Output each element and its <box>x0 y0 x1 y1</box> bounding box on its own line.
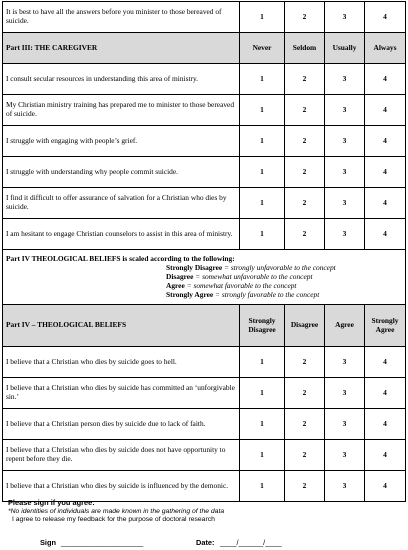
score-2: 2 <box>285 188 325 219</box>
release-statement: I agree to release my feedback for the purpose of doctoral research <box>12 516 215 524</box>
score-4: 4 <box>365 188 406 219</box>
score-4: 4 <box>365 126 406 157</box>
score-3: 3 <box>325 440 365 471</box>
score-1: 1 <box>240 64 285 95</box>
scale-definition: = strongly favorable to the concept <box>215 289 320 299</box>
statement-cell: I consult secular resources in understanding this area of ministry. <box>3 64 240 95</box>
score-1: 1 <box>240 440 285 471</box>
score-4: 4 <box>365 347 406 378</box>
statement-cell: I believe that a Christian who dies by suicide does not have opportunity to repent before they die. <box>3 440 240 471</box>
column-seldom: Seldom <box>285 33 325 64</box>
table-row <box>3 347 406 378</box>
date-label: Date: <box>196 538 215 547</box>
score-1: 1 <box>240 409 285 440</box>
consent-section <box>8 499 403 524</box>
statement-cell: I believe that a Christian who dies by suicide goes to hell. <box>3 347 240 378</box>
scale-term: Strongly Disagree <box>166 263 223 272</box>
score-2: 2 <box>285 95 325 126</box>
part3-header-row <box>3 33 406 64</box>
score-4: 4 <box>365 95 406 126</box>
survey-table <box>2 1 406 502</box>
table-row <box>3 157 406 188</box>
score-1: 1 <box>240 2 285 33</box>
score-4: 4 <box>365 219 406 250</box>
privacy-note: *No identities of individuals are made known in the gathering of the data <box>8 507 225 515</box>
table-row <box>3 471 406 502</box>
score-1: 1 <box>240 157 285 188</box>
score-3: 3 <box>325 188 365 219</box>
table-row <box>3 64 406 95</box>
score-4: 4 <box>365 440 406 471</box>
table-row <box>3 126 406 157</box>
scale-term: Agree <box>166 280 185 290</box>
scale-row <box>3 250 406 305</box>
table-row <box>3 188 406 219</box>
part3-title: Part III: THE CAREGIVER <box>3 33 240 64</box>
score-2: 2 <box>285 2 325 33</box>
score-2: 2 <box>285 409 325 440</box>
statement-cell: I believe that a Christian person dies by suicide due to lack of faith. <box>3 409 240 440</box>
scale-legend <box>3 250 406 305</box>
consent-title: Please sign if you agree: <box>8 498 95 507</box>
column-disagree: Disagree <box>285 305 325 347</box>
score-4: 4 <box>365 471 406 502</box>
score-4: 4 <box>365 157 406 188</box>
statement-cell: I believe that a Christian who dies by suicide has committed an ‘unforgivable sin.’ <box>3 378 240 409</box>
score-2: 2 <box>285 471 325 502</box>
table-row <box>3 219 406 250</box>
statement-cell: I find it difficult to offer assurance of salvation for a Christian who dies by suicide. <box>3 188 240 219</box>
statement-cell: I believe that a Christian who dies by suicide is influenced by the demonic. <box>3 471 240 502</box>
score-4: 4 <box>365 378 406 409</box>
table-row <box>3 95 406 126</box>
column-strongly-disagree: Strongly Disagree <box>240 305 285 347</box>
scale-definition: = strongly unfavorable to the concept <box>224 263 336 272</box>
statement-cell: It is best to have all the answers before you minister to those bereaved of suicide. <box>3 2 240 33</box>
score-3: 3 <box>325 347 365 378</box>
column-agree: Agree <box>325 305 365 347</box>
score-2: 2 <box>285 64 325 95</box>
score-3: 3 <box>325 471 365 502</box>
score-1: 1 <box>240 378 285 409</box>
statement-cell: I struggle with understanding why people commit suicide. <box>3 157 240 188</box>
score-1: 1 <box>240 219 285 250</box>
score-3: 3 <box>325 95 365 126</box>
table-row <box>3 378 406 409</box>
score-3: 3 <box>325 64 365 95</box>
score-1: 1 <box>240 347 285 378</box>
score-1: 1 <box>240 126 285 157</box>
score-3: 3 <box>325 157 365 188</box>
score-4: 4 <box>365 2 406 33</box>
statement-cell: My Christian ministry training has prepared me to minister to those bereaved of suicide. <box>3 95 240 126</box>
part4-header-row <box>3 305 406 347</box>
score-3: 3 <box>325 126 365 157</box>
score-3: 3 <box>325 219 365 250</box>
statement-cell: I am hesitant to engage Christian counselors to assist in this area of ministry. <box>3 219 240 250</box>
column-always: Always <box>365 33 406 64</box>
score-3: 3 <box>325 2 365 33</box>
score-4: 4 <box>365 409 406 440</box>
score-2: 2 <box>285 440 325 471</box>
score-1: 1 <box>240 95 285 126</box>
column-never: Never <box>240 33 285 64</box>
table-row <box>3 440 406 471</box>
scale-term: Disagree <box>166 271 194 281</box>
score-2: 2 <box>285 126 325 157</box>
date-field[interactable]: ____/______/____ <box>220 538 282 547</box>
score-3: 3 <box>325 409 365 440</box>
score-3: 3 <box>325 378 365 409</box>
scale-term: Strongly Agree <box>166 289 214 299</box>
column-usually: Usually <box>325 33 365 64</box>
scale-definition: = somewhat unfavorable to the concept <box>195 271 313 281</box>
score-1: 1 <box>240 188 285 219</box>
table-row <box>3 409 406 440</box>
score-1: 1 <box>240 471 285 502</box>
score-2: 2 <box>285 157 325 188</box>
signature-field[interactable]: ____________________ <box>61 538 144 547</box>
scale-item <box>6 291 402 300</box>
score-2: 2 <box>285 347 325 378</box>
sign-label: Sign <box>40 538 57 547</box>
part4-title: Part IV – THEOLOGICAL BELIEFS <box>3 305 240 347</box>
score-4: 4 <box>365 64 406 95</box>
column-strongly-agree: Strongly Agree <box>365 305 406 347</box>
score-2: 2 <box>285 219 325 250</box>
score-2: 2 <box>285 378 325 409</box>
statement-cell: I struggle with engaging with people’s grief. <box>3 126 240 157</box>
scale-title: Part IV THEOLOGICAL BELIEFS is scaled according to the following: <box>6 254 235 264</box>
scale-definition: = somewhat favorable to the concept <box>186 280 297 290</box>
table-row <box>3 2 406 33</box>
